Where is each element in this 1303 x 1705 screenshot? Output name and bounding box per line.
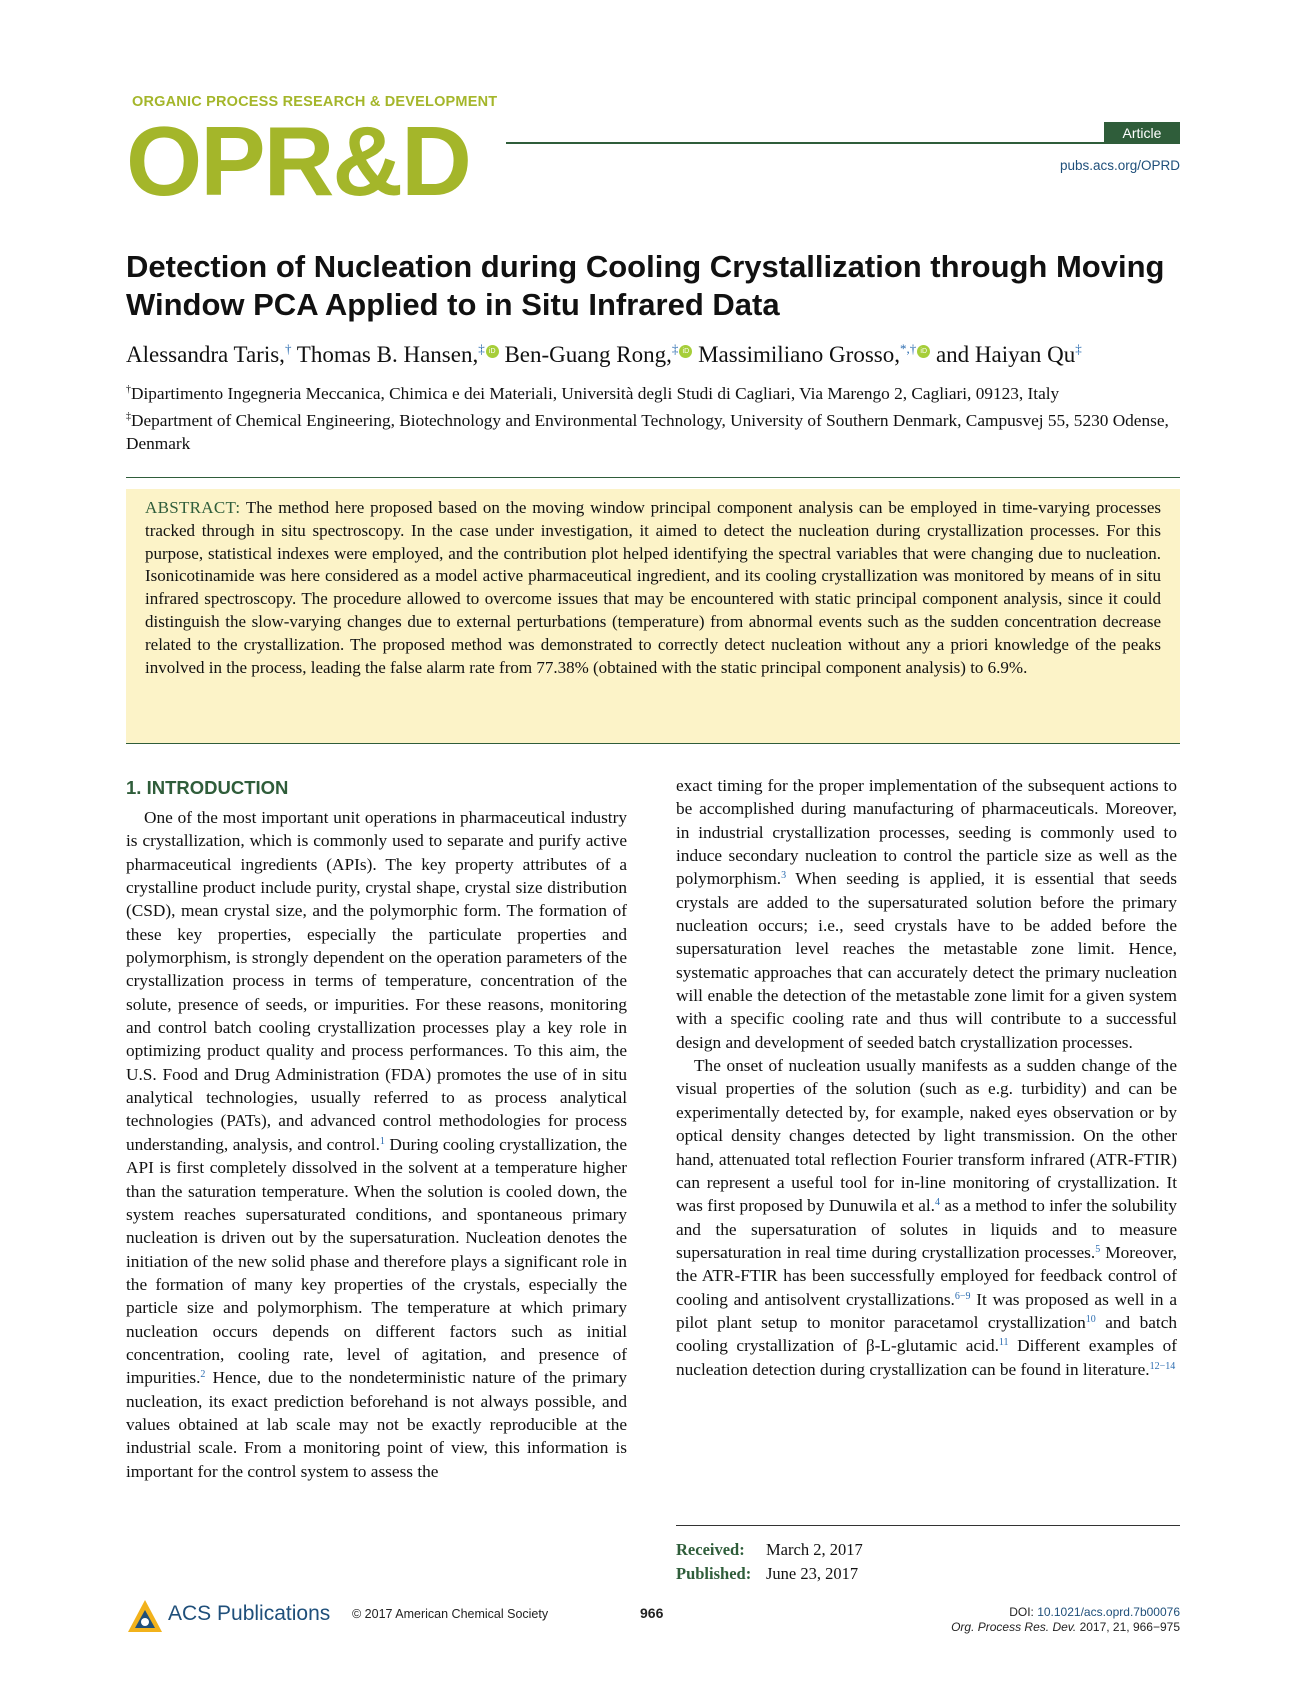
author-name[interactable]: Alessandra Taris, <box>126 342 285 367</box>
citation-link[interactable]: 4 <box>935 1197 941 1209</box>
citation-link[interactable]: 6−9 <box>954 1290 971 1302</box>
page-number: 966 <box>640 1605 664 1621</box>
citation-link[interactable]: 2 <box>200 1369 206 1381</box>
received-value: March 2, 2017 <box>766 1540 863 1559</box>
abstract-label: ABSTRACT: <box>145 498 241 517</box>
author-name[interactable]: Thomas B. Hansen, <box>296 342 479 367</box>
copyright: © 2017 American Chemical Society <box>352 1607 549 1621</box>
paragraph: One of the most important unit operations in pharmaceutical industry is crystallization, which is commonly used to separate and purify active pharmaceutical ingredients (APIs). The key property attributes of a crystalline product include purity, crystal shape, crystal size distribution (CSD), mean crystal size, and the polymorphic form. The formation of these key properties, especially the particulate properties and polymorphism, is strongly dependent on the operation parameters of the crystallization process in terms of temperature, concentration of the solute, presence of seeds, or impurities. For these reasons, monitoring and control batch cooling crystallization processes play a key role in optimizing product quality and process performances. To this aim, the U.S. Food and Drug Administration (FDA) promotes the use of in situ analytical technologies, usually referred to as process analytical technologies (PATs), and advanced control methodologies for process understanding, analysis, and control.$^1$ During cooling crystallization, the API is first completely dissolved in the solvent at a temperature higher than the saturation temperature. When the solution is cooled down, the system reaches supersaturated conditions, and spontaneous primary nucleation is driven out by the supersaturation. Nucleation denotes the initiation of the new solid phase and therefore plays a significant role in the formation of many key properties of the crystals, especially the particle size and polymorphism. The temperature at which primary nucleation occurs depends on different factors such as initial concentration, cooling rate, level of agitation, and presence of impurities.$^2$ Hence, due to the nondeterministic nature of the primary nucleation, its exact prediction beforehand is not always possible, and values obtained at lab scale may not be exactly reproducible at the industrial scale. From a monitoring point of view, this information is important for the control system to assess the <box>126 808 627 1481</box>
author-affiliation-mark: *,† <box>899 341 917 356</box>
received-label: Received: <box>676 1540 745 1559</box>
author-list <box>126 334 1186 370</box>
published-date <box>676 1564 858 1584</box>
orcid-icon[interactable]: iD <box>917 345 930 358</box>
affiliation-mark: ‡ <box>126 411 131 422</box>
published-value: June 23, 2017 <box>766 1564 859 1583</box>
journal-full-name: ORGANIC PROCESS RESEARCH & DEVELOPMENT <box>132 94 498 110</box>
orcid-icon[interactable]: iD <box>679 345 692 358</box>
citation-link[interactable]: 10 <box>1085 1313 1096 1325</box>
section-heading-introduction: 1. INTRODUCTION <box>126 777 289 798</box>
citation-link[interactable]: 5 <box>1095 1243 1101 1255</box>
publisher-name: ACS Publications <box>168 1602 331 1625</box>
citation-volume: 2017, 21, 966−975 <box>1076 1620 1180 1634</box>
affiliation-text: Dipartimento Ingegneria Meccanica, Chimica e dei Materiali, Università degli Studi di Cagliari, Via Marengo 2, Cagliari, 09123, Italy <box>131 384 1060 403</box>
article-type-badge: Article <box>1104 122 1180 144</box>
citation-link[interactable]: 1 <box>379 1135 385 1147</box>
paragraph: exact timing for the proper implementation of the subsequent actions to be accomplished during manufacturing of pharmaceuticals. Moreover, in industrial crystallization processes, seeding is commonly used to induce secondary nucleation to control the particle size as well as the polymorphism.$^3$ When seeding is applied, it is essential that seeds crystals are added to the supersaturated solution before the primary nucleation occurs; i.e., seed crystals have to be added before the supersaturation level reaches the metastable zone limit. Hence, systematic approaches that can accurately detect the primary nucleation will enable the detection of the metastable zone limit for a given system with a specific cooling rate and thus will contribute to a successful design and development of seeded batch crystallization processes. <box>676 776 1177 1052</box>
body-column-left <box>126 806 627 1483</box>
citation-link[interactable]: 11 <box>998 1337 1009 1349</box>
doi: DOI: 10.1021/acs.oprd.7b00076 <box>1009 1605 1180 1619</box>
affiliation <box>126 405 1186 455</box>
author-name[interactable]: Ben-Guang Rong, <box>504 342 672 367</box>
journal-citation <box>951 1620 1180 1634</box>
author-name[interactable]: and Haiyan Qu <box>935 342 1076 367</box>
author-name[interactable]: Massimiliano Grosso, <box>698 342 900 367</box>
author-affiliation-mark: † <box>284 341 292 356</box>
header-divider <box>506 142 1180 144</box>
author-affiliation-mark: ‡ <box>478 341 485 356</box>
author-affiliation-mark: ‡ <box>671 341 679 356</box>
orcid-icon[interactable]: iD <box>486 345 499 358</box>
body-column-right <box>676 774 1177 1381</box>
abstract-top-rule <box>126 477 1180 478</box>
paper-title: Detection of Nucleation during Cooling Crystallization through Moving Window PCA Applied to in Situ Infrared Data <box>126 249 1165 322</box>
affiliation-text: Department of Chemical Engineering, Biotechnology and Environmental Technology, University of Southern Denmark, Campusvej 55, 5230 Odense, Denmark <box>126 411 1169 453</box>
abstract-body: The method here proposed based on the moving window principal component analysis can be employed in time-varying processes tracked through in situ spectroscopy. In the case under investigation, it aimed to detect the nucleation during crystallization processes. For this purpose, statistical indexes were employed, and the contribution plot helped identifying the spectral variables that were changing due to nucleation. Isonicotinamide was here considered as a model active pharmaceutical ingredient, and its cooling crystallization was monitored by means of in situ infrared spectroscopy. The procedure allowed to overcome issues that may be encountered with static principal component analysis, since it could distinguish the slow-varying changes due to external perturbations (temperature) from abnormal events such as the sudden concentration decrease related to the crystallization. The proposed method was demonstrated to correctly detect nucleation without any a priori knowledge of the peaks involved in the process, leading the false alarm rate from 77.38% (obtained with the static principal component analysis) to 6.9%. <box>145 498 1161 677</box>
citation-link[interactable]: 12−14 <box>1149 1360 1176 1372</box>
journal-url-link[interactable]: pubs.acs.org/OPRD <box>1059 158 1180 173</box>
received-date <box>676 1540 863 1560</box>
acs-logo-icon <box>126 1598 164 1641</box>
affiliation-mark: † <box>126 384 131 395</box>
published-label: Published: <box>676 1564 752 1583</box>
abstract-bottom-rule <box>126 743 1180 744</box>
citation-link[interactable]: 3 <box>781 870 787 882</box>
dates-divider <box>676 1525 1180 1526</box>
affiliation <box>126 378 1186 405</box>
paragraph: The onset of nucleation usually manifests as a sudden change of the visual properties of the solution (such as e.g. turbidity) and can be experimentally detected by, for example, naked eyes observation or by optical density changes detected by light transmission. On the other hand, attenuated total reflection Fourier transform infrared (ATR-FTIR) can represent a useful tool for in-line monitoring of crystallization. It was first proposed by Dunuwila et al.$^4$ as a method to infer the solubility and the supersaturation of solutes in liquids and to measure supersaturation in real time during crystallization processes.$^5$ Moreover, the ATR-FTIR has been successfully employed for feedback control of cooling and antisolvent crystallizations.$^{6-9}$ It was proposed as well in a pilot plant setup to monitor paracetamol crystallization$^{10}$ and batch cooling crystallization of β-L-glutamic acid.$^{11}$ Different examples of nucleation detection during crystallization can be found in literature.$^{12-14}$ <box>676 1056 1178 1379</box>
author-affiliation-mark: ‡ <box>1075 341 1082 356</box>
abstract-text <box>145 497 1161 679</box>
journal-logo: OPR&D <box>126 106 470 216</box>
doi-link[interactable]: 10.1021/acs.oprd.7b00076 <box>1037 1605 1180 1619</box>
citation-journal: Org. Process Res. Dev. <box>951 1620 1077 1634</box>
